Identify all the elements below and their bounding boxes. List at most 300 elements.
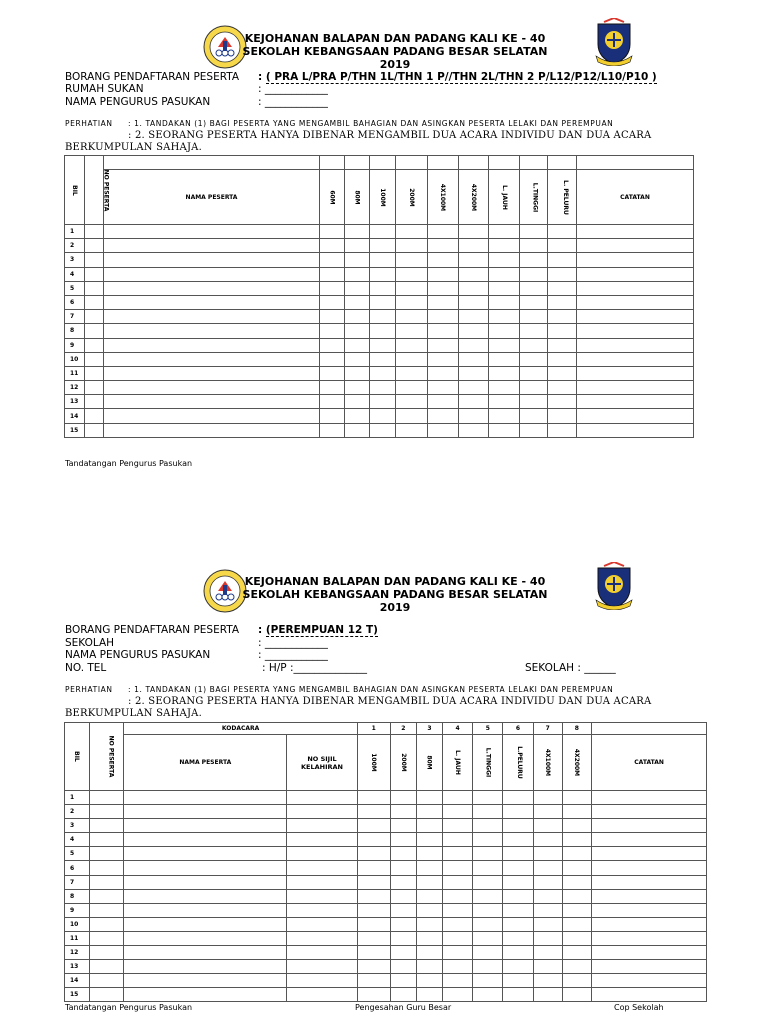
entry-cell[interactable]	[104, 253, 320, 267]
entry-cell[interactable]	[442, 833, 473, 847]
entry-cell[interactable]	[442, 889, 473, 903]
entry-cell[interactable]	[85, 225, 104, 239]
entry-cell[interactable]	[562, 819, 592, 833]
entry-cell[interactable]	[592, 875, 707, 889]
entry-cell[interactable]	[489, 310, 520, 324]
entry-cell[interactable]	[548, 423, 577, 437]
entry-cell[interactable]	[287, 861, 358, 875]
entry-cell[interactable]	[442, 847, 473, 861]
entry-cell[interactable]	[428, 381, 459, 395]
entry-cell[interactable]	[577, 253, 694, 267]
entry-cell[interactable]	[345, 366, 370, 380]
entry-cell[interactable]	[89, 988, 124, 1002]
entry-cell[interactable]	[104, 267, 320, 281]
entry-cell[interactable]	[320, 381, 345, 395]
entry-cell[interactable]	[357, 917, 390, 931]
entry-cell[interactable]	[577, 267, 694, 281]
entry-cell[interactable]	[533, 917, 562, 931]
entry-cell[interactable]	[417, 875, 443, 889]
sports-house-field[interactable]: : ____________	[258, 83, 328, 95]
entry-cell[interactable]	[345, 239, 370, 253]
entry-cell[interactable]	[85, 239, 104, 253]
entry-cell[interactable]	[320, 423, 345, 437]
entry-cell[interactable]	[442, 960, 473, 974]
entry-cell[interactable]	[428, 225, 459, 239]
entry-cell[interactable]	[592, 931, 707, 945]
entry-cell[interactable]	[287, 974, 358, 988]
entry-cell[interactable]	[104, 366, 320, 380]
entry-cell[interactable]	[548, 253, 577, 267]
entry-cell[interactable]	[503, 875, 534, 889]
entry-cell[interactable]	[124, 805, 287, 819]
entry-cell[interactable]	[357, 974, 390, 988]
entry-cell[interactable]	[459, 310, 489, 324]
entry-cell[interactable]	[417, 805, 443, 819]
entry-cell[interactable]	[124, 875, 287, 889]
entry-cell[interactable]	[390, 805, 417, 819]
entry-cell[interactable]	[89, 960, 124, 974]
entry-cell[interactable]	[320, 324, 345, 338]
entry-cell[interactable]	[370, 381, 396, 395]
entry-cell[interactable]	[473, 931, 503, 945]
entry-cell[interactable]	[562, 791, 592, 805]
entry-cell[interactable]	[548, 338, 577, 352]
entry-cell[interactable]	[390, 974, 417, 988]
entry-cell[interactable]	[442, 946, 473, 960]
entry-cell[interactable]	[459, 395, 489, 409]
entry-cell[interactable]	[428, 338, 459, 352]
entry-cell[interactable]	[562, 931, 592, 945]
entry-cell[interactable]	[345, 352, 370, 366]
entry-cell[interactable]	[489, 239, 520, 253]
entry-cell[interactable]	[533, 833, 562, 847]
entry-cell[interactable]	[503, 791, 534, 805]
entry-cell[interactable]	[548, 295, 577, 309]
entry-cell[interactable]	[442, 819, 473, 833]
entry-cell[interactable]	[320, 267, 345, 281]
entry-cell[interactable]	[89, 903, 124, 917]
entry-cell[interactable]	[417, 931, 443, 945]
entry-cell[interactable]	[489, 338, 520, 352]
entry-cell[interactable]	[390, 960, 417, 974]
entry-cell[interactable]	[85, 338, 104, 352]
entry-cell[interactable]	[442, 917, 473, 931]
entry-cell[interactable]	[520, 381, 548, 395]
entry-cell[interactable]	[124, 917, 287, 931]
entry-cell[interactable]	[287, 847, 358, 861]
phone-field[interactable]: : H/P :______________	[262, 662, 368, 674]
entry-cell[interactable]	[520, 366, 548, 380]
entry-cell[interactable]	[124, 946, 287, 960]
entry-cell[interactable]	[459, 253, 489, 267]
entry-cell[interactable]	[320, 295, 345, 309]
entry-cell[interactable]	[89, 946, 124, 960]
entry-cell[interactable]	[442, 791, 473, 805]
entry-cell[interactable]	[370, 310, 396, 324]
entry-cell[interactable]	[533, 960, 562, 974]
entry-cell[interactable]	[533, 847, 562, 861]
entry-cell[interactable]	[520, 310, 548, 324]
entry-cell[interactable]	[562, 903, 592, 917]
entry-cell[interactable]	[390, 889, 417, 903]
entry-cell[interactable]	[390, 833, 417, 847]
entry-cell[interactable]	[473, 791, 503, 805]
entry-cell[interactable]	[577, 423, 694, 437]
entry-cell[interactable]	[489, 366, 520, 380]
entry-cell[interactable]	[473, 819, 503, 833]
entry-cell[interactable]	[489, 381, 520, 395]
entry-cell[interactable]	[428, 295, 459, 309]
entry-cell[interactable]	[520, 324, 548, 338]
entry-cell[interactable]	[533, 931, 562, 945]
entry-cell[interactable]	[503, 805, 534, 819]
entry-cell[interactable]	[520, 395, 548, 409]
entry-cell[interactable]	[85, 381, 104, 395]
entry-cell[interactable]	[390, 819, 417, 833]
entry-cell[interactable]	[520, 253, 548, 267]
entry-cell[interactable]	[89, 833, 124, 847]
entry-cell[interactable]	[104, 324, 320, 338]
entry-cell[interactable]	[287, 875, 358, 889]
entry-cell[interactable]	[489, 423, 520, 437]
entry-cell[interactable]	[459, 239, 489, 253]
entry-cell[interactable]	[390, 847, 417, 861]
entry-cell[interactable]	[548, 409, 577, 423]
entry-cell[interactable]	[417, 847, 443, 861]
entry-cell[interactable]	[548, 381, 577, 395]
entry-cell[interactable]	[104, 310, 320, 324]
entry-cell[interactable]	[489, 324, 520, 338]
entry-cell[interactable]	[503, 931, 534, 945]
entry-cell[interactable]	[390, 903, 417, 917]
entry-cell[interactable]	[287, 931, 358, 945]
entry-cell[interactable]	[503, 833, 534, 847]
entry-cell[interactable]	[577, 352, 694, 366]
entry-cell[interactable]	[592, 889, 707, 903]
entry-cell[interactable]	[345, 295, 370, 309]
entry-cell[interactable]	[85, 352, 104, 366]
entry-cell[interactable]	[520, 239, 548, 253]
entry-cell[interactable]	[104, 239, 320, 253]
school-phone-field[interactable]: SEKOLAH : ______	[525, 662, 616, 674]
entry-cell[interactable]	[89, 805, 124, 819]
entry-cell[interactable]	[124, 903, 287, 917]
entry-cell[interactable]	[562, 946, 592, 960]
entry-cell[interactable]	[287, 791, 358, 805]
entry-cell[interactable]	[473, 960, 503, 974]
entry-cell[interactable]	[85, 310, 104, 324]
entry-cell[interactable]	[533, 805, 562, 819]
entry-cell[interactable]	[357, 931, 390, 945]
entry-cell[interactable]	[503, 988, 534, 1002]
entry-cell[interactable]	[89, 889, 124, 903]
team-manager-field[interactable]: : ____________	[258, 96, 328, 108]
entry-cell[interactable]	[473, 917, 503, 931]
entry-cell[interactable]	[287, 833, 358, 847]
entry-cell[interactable]	[428, 253, 459, 267]
entry-cell[interactable]	[345, 381, 370, 395]
entry-cell[interactable]	[548, 225, 577, 239]
entry-cell[interactable]	[592, 819, 707, 833]
entry-cell[interactable]	[503, 847, 534, 861]
entry-cell[interactable]	[577, 281, 694, 295]
entry-cell[interactable]	[520, 225, 548, 239]
entry-cell[interactable]	[489, 395, 520, 409]
entry-cell[interactable]	[357, 875, 390, 889]
entry-cell[interactable]	[345, 423, 370, 437]
entry-cell[interactable]	[548, 395, 577, 409]
entry-cell[interactable]	[428, 395, 459, 409]
entry-cell[interactable]	[345, 310, 370, 324]
entry-cell[interactable]	[562, 861, 592, 875]
entry-cell[interactable]	[89, 917, 124, 931]
entry-cell[interactable]	[503, 819, 534, 833]
school-field[interactable]: : ____________	[258, 637, 328, 649]
entry-cell[interactable]	[503, 903, 534, 917]
entry-cell[interactable]	[85, 295, 104, 309]
entry-cell[interactable]	[428, 310, 459, 324]
entry-cell[interactable]	[503, 946, 534, 960]
entry-cell[interactable]	[320, 239, 345, 253]
entry-cell[interactable]	[396, 324, 428, 338]
entry-cell[interactable]	[473, 903, 503, 917]
entry-cell[interactable]	[85, 409, 104, 423]
entry-cell[interactable]	[548, 352, 577, 366]
entry-cell[interactable]	[562, 988, 592, 1002]
entry-cell[interactable]	[357, 861, 390, 875]
entry-cell[interactable]	[562, 805, 592, 819]
entry-cell[interactable]	[562, 960, 592, 974]
entry-cell[interactable]	[85, 423, 104, 437]
entry-cell[interactable]	[592, 791, 707, 805]
entry-cell[interactable]	[459, 267, 489, 281]
entry-cell[interactable]	[357, 988, 390, 1002]
entry-cell[interactable]	[417, 819, 443, 833]
entry-cell[interactable]	[459, 338, 489, 352]
entry-cell[interactable]	[592, 861, 707, 875]
entry-cell[interactable]	[562, 875, 592, 889]
entry-cell[interactable]	[320, 366, 345, 380]
entry-cell[interactable]	[533, 988, 562, 1002]
entry-cell[interactable]	[459, 423, 489, 437]
entry-cell[interactable]	[320, 310, 345, 324]
entry-cell[interactable]	[345, 409, 370, 423]
entry-cell[interactable]	[562, 847, 592, 861]
entry-cell[interactable]	[89, 819, 124, 833]
entry-cell[interactable]	[533, 819, 562, 833]
entry-cell[interactable]	[370, 366, 396, 380]
entry-cell[interactable]	[592, 988, 707, 1002]
entry-cell[interactable]	[428, 352, 459, 366]
entry-cell[interactable]	[124, 833, 287, 847]
entry-cell[interactable]	[345, 225, 370, 239]
entry-cell[interactable]	[548, 324, 577, 338]
entry-cell[interactable]	[390, 917, 417, 931]
entry-cell[interactable]	[390, 861, 417, 875]
entry-cell[interactable]	[104, 352, 320, 366]
entry-cell[interactable]	[370, 267, 396, 281]
entry-cell[interactable]	[592, 974, 707, 988]
entry-cell[interactable]	[548, 366, 577, 380]
entry-cell[interactable]	[417, 833, 443, 847]
entry-cell[interactable]	[370, 423, 396, 437]
entry-cell[interactable]	[533, 875, 562, 889]
entry-cell[interactable]	[345, 281, 370, 295]
entry-cell[interactable]	[548, 239, 577, 253]
entry-cell[interactable]	[287, 805, 358, 819]
entry-cell[interactable]	[489, 281, 520, 295]
entry-cell[interactable]	[104, 381, 320, 395]
entry-cell[interactable]	[428, 239, 459, 253]
entry-cell[interactable]	[592, 903, 707, 917]
entry-cell[interactable]	[520, 295, 548, 309]
entry-cell[interactable]	[320, 395, 345, 409]
entry-cell[interactable]	[396, 423, 428, 437]
entry-cell[interactable]	[85, 395, 104, 409]
entry-cell[interactable]	[89, 861, 124, 875]
entry-cell[interactable]	[85, 366, 104, 380]
entry-cell[interactable]	[489, 295, 520, 309]
entry-cell[interactable]	[287, 960, 358, 974]
entry-cell[interactable]	[417, 960, 443, 974]
entry-cell[interactable]	[357, 903, 390, 917]
entry-cell[interactable]	[287, 946, 358, 960]
entry-cell[interactable]	[357, 805, 390, 819]
entry-cell[interactable]	[577, 409, 694, 423]
entry-cell[interactable]	[370, 352, 396, 366]
entry-cell[interactable]	[473, 946, 503, 960]
entry-cell[interactable]	[459, 381, 489, 395]
entry-cell[interactable]	[428, 423, 459, 437]
entry-cell[interactable]	[370, 338, 396, 352]
entry-cell[interactable]	[124, 791, 287, 805]
entry-cell[interactable]	[489, 253, 520, 267]
entry-cell[interactable]	[396, 267, 428, 281]
entry-cell[interactable]	[562, 974, 592, 988]
entry-cell[interactable]	[473, 974, 503, 988]
entry-cell[interactable]	[345, 267, 370, 281]
entry-cell[interactable]	[396, 338, 428, 352]
entry-cell[interactable]	[396, 253, 428, 267]
entry-cell[interactable]	[489, 409, 520, 423]
entry-cell[interactable]	[442, 988, 473, 1002]
entry-cell[interactable]	[473, 875, 503, 889]
entry-cell[interactable]	[390, 988, 417, 1002]
entry-cell[interactable]	[577, 239, 694, 253]
entry-cell[interactable]	[577, 295, 694, 309]
entry-cell[interactable]	[489, 352, 520, 366]
entry-cell[interactable]	[345, 253, 370, 267]
entry-cell[interactable]	[390, 946, 417, 960]
entry-cell[interactable]	[104, 409, 320, 423]
entry-cell[interactable]	[562, 833, 592, 847]
entry-cell[interactable]	[124, 931, 287, 945]
entry-cell[interactable]	[104, 295, 320, 309]
team-manager-field[interactable]: : ____________	[258, 649, 328, 661]
entry-cell[interactable]	[357, 847, 390, 861]
entry-cell[interactable]	[442, 861, 473, 875]
entry-cell[interactable]	[124, 847, 287, 861]
entry-cell[interactable]	[417, 946, 443, 960]
entry-cell[interactable]	[520, 338, 548, 352]
entry-cell[interactable]	[577, 366, 694, 380]
entry-cell[interactable]	[592, 833, 707, 847]
entry-cell[interactable]	[104, 423, 320, 437]
entry-cell[interactable]	[503, 974, 534, 988]
entry-cell[interactable]	[459, 409, 489, 423]
entry-cell[interactable]	[442, 931, 473, 945]
entry-cell[interactable]	[577, 381, 694, 395]
entry-cell[interactable]	[85, 267, 104, 281]
entry-cell[interactable]	[320, 352, 345, 366]
entry-cell[interactable]	[489, 267, 520, 281]
entry-cell[interactable]	[357, 833, 390, 847]
entry-cell[interactable]	[124, 861, 287, 875]
entry-cell[interactable]	[357, 960, 390, 974]
entry-cell[interactable]	[417, 791, 443, 805]
entry-cell[interactable]	[89, 974, 124, 988]
entry-cell[interactable]	[396, 409, 428, 423]
entry-cell[interactable]	[417, 988, 443, 1002]
entry-cell[interactable]	[503, 861, 534, 875]
entry-cell[interactable]	[357, 946, 390, 960]
entry-cell[interactable]	[357, 819, 390, 833]
entry-cell[interactable]	[548, 281, 577, 295]
entry-cell[interactable]	[577, 324, 694, 338]
entry-cell[interactable]	[533, 791, 562, 805]
entry-cell[interactable]	[396, 395, 428, 409]
entry-cell[interactable]	[104, 281, 320, 295]
entry-cell[interactable]	[396, 352, 428, 366]
entry-cell[interactable]	[287, 889, 358, 903]
entry-cell[interactable]	[357, 889, 390, 903]
entry-cell[interactable]	[396, 281, 428, 295]
entry-cell[interactable]	[370, 239, 396, 253]
entry-cell[interactable]	[520, 267, 548, 281]
entry-cell[interactable]	[357, 791, 390, 805]
entry-cell[interactable]	[533, 974, 562, 988]
entry-cell[interactable]	[473, 988, 503, 1002]
entry-cell[interactable]	[459, 295, 489, 309]
entry-cell[interactable]	[503, 917, 534, 931]
entry-cell[interactable]	[520, 409, 548, 423]
entry-cell[interactable]	[520, 352, 548, 366]
entry-cell[interactable]	[124, 819, 287, 833]
entry-cell[interactable]	[396, 310, 428, 324]
entry-cell[interactable]	[548, 310, 577, 324]
entry-cell[interactable]	[503, 889, 534, 903]
entry-cell[interactable]	[459, 281, 489, 295]
entry-cell[interactable]	[562, 917, 592, 931]
entry-cell[interactable]	[489, 225, 520, 239]
entry-cell[interactable]	[577, 310, 694, 324]
entry-cell[interactable]	[89, 931, 124, 945]
entry-cell[interactable]	[577, 395, 694, 409]
entry-cell[interactable]	[592, 847, 707, 861]
entry-cell[interactable]	[370, 324, 396, 338]
entry-cell[interactable]	[442, 974, 473, 988]
entry-cell[interactable]	[345, 395, 370, 409]
entry-cell[interactable]	[396, 225, 428, 239]
entry-cell[interactable]	[370, 295, 396, 309]
entry-cell[interactable]	[428, 281, 459, 295]
entry-cell[interactable]	[370, 395, 396, 409]
entry-cell[interactable]	[473, 861, 503, 875]
entry-cell[interactable]	[104, 225, 320, 239]
entry-cell[interactable]	[89, 875, 124, 889]
entry-cell[interactable]	[89, 847, 124, 861]
entry-cell[interactable]	[85, 253, 104, 267]
